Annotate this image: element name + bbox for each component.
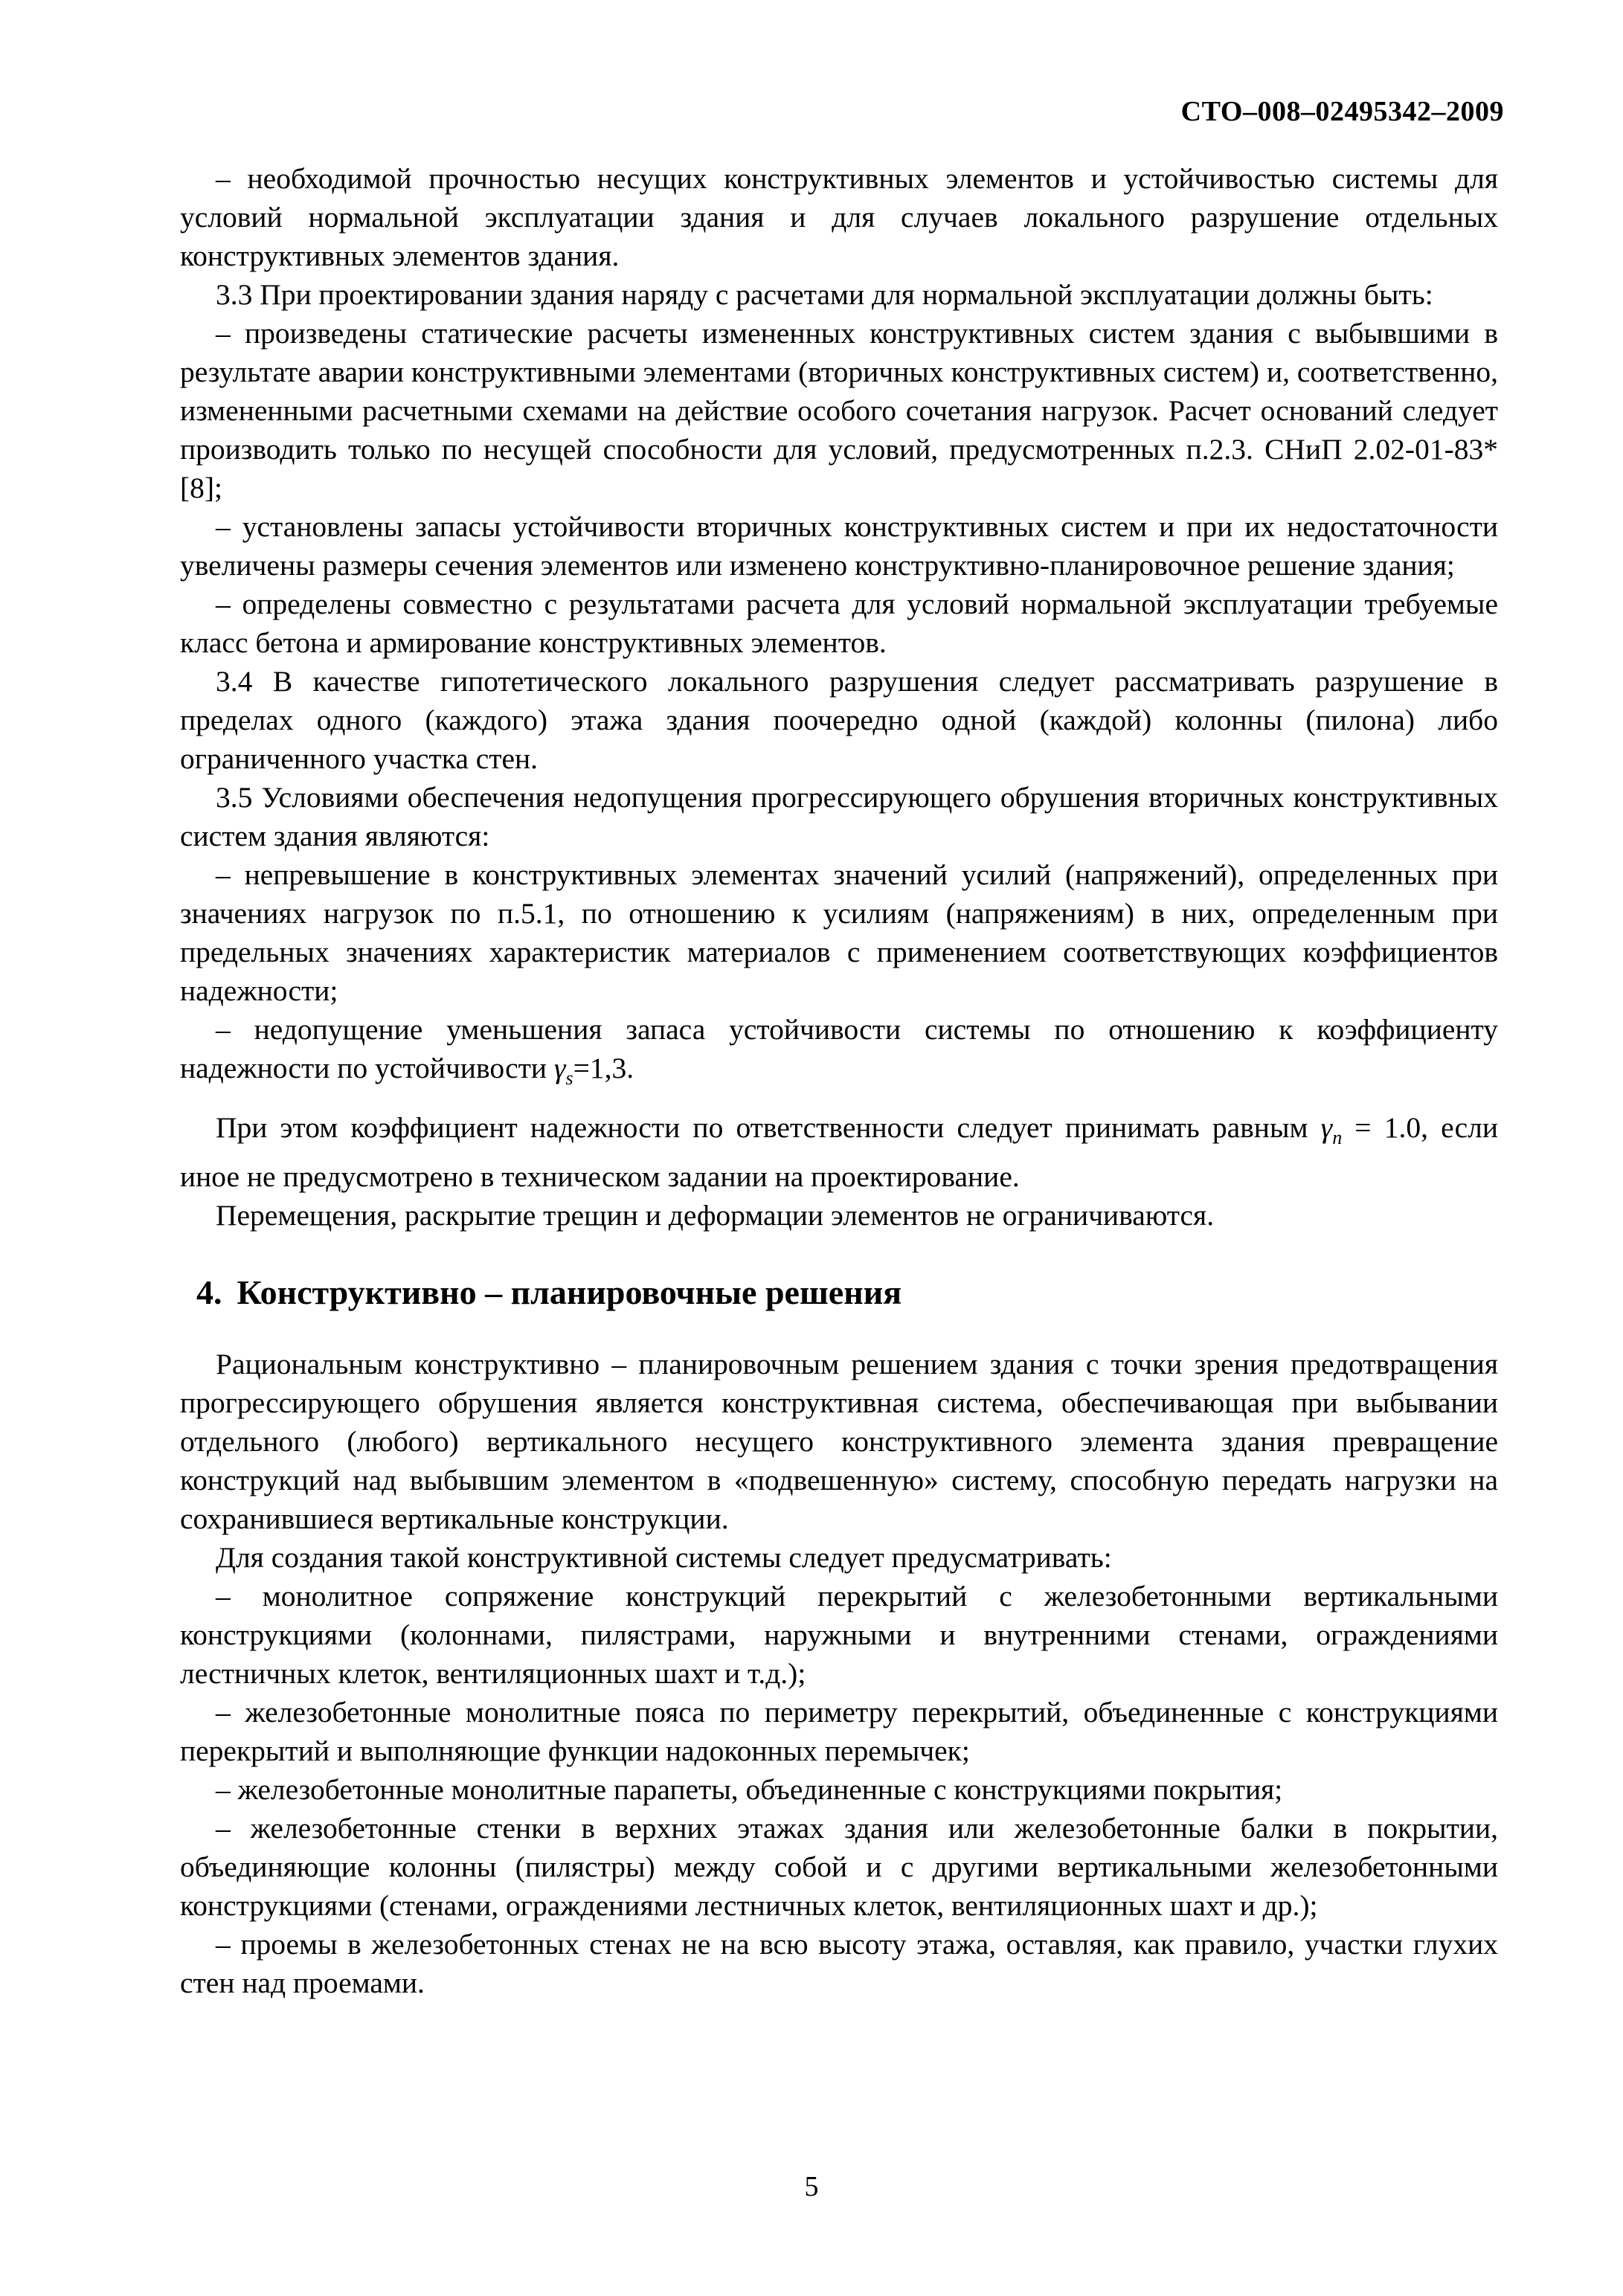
list-item: – железобетонные стенки в верхних этажах здания или железобетонные балки в покрытии, объединяющие колонны (пилястры) между собой и с другими вертикальными железобетонными конструкциями (стенами, ограждениями лестничных клеток, вентиляционных шахт и др.); bbox=[180, 1811, 1498, 1922]
gamma-s-symbol: $\gamma_s$ bbox=[553, 1052, 573, 1089]
page-number: 5 bbox=[804, 2171, 819, 2202]
section-heading bbox=[196, 1270, 1498, 1315]
list-item: – монолитное сопряжение конструкций перекрытий с железобетонными вертикальными конструкциями (колоннами, пилястрами, наружными и внутренними стенами, ограждениями лестничных клеток, вентиляционных шахт и т.д.); bbox=[180, 1579, 1498, 1690]
text-segment: – недопущение уменьшения запаса устойчивости системы по отношению к коэффициенту надежности по устойчивости bbox=[180, 1013, 1498, 1084]
list-item: – установлены запасы устойчивости вторичных конструктивных систем и при их недостаточности увеличены размеры сечения элементов или изменено конструктивно-планировочное решение здания; bbox=[180, 510, 1498, 582]
text-segment: При этом коэффициент надежности по ответственности следует принимать равным bbox=[216, 1110, 1321, 1144]
list-item: – необходимой прочностью несущих конструктивных элементов и устойчивостью системы для условий нормальной эксплуатации здания и для случаев локального разрушение отдельных конструктивных элементов здания. bbox=[180, 162, 1498, 272]
clause-3-4: 3.4 В качестве гипотетического локального разрушения следует рассматривать разрушение в пределах одного (каждого) этажа здания поочередно одной (каждой) колонны (пилона) либо ограниченного участка стен. bbox=[180, 665, 1498, 775]
symbol-subscript: n bbox=[1332, 1126, 1343, 1148]
list-item: – произведены статические расчеты измененных конструктивных систем здания с выбывшими в результате аварии конструктивными элементами (вторичных конструктивных систем) и, соответственно, измененными расчетными схемами на действие особого сочетания нагрузок. Расчет оснований следует производить только по несущей способности для условий, предусмотренных п.2.3. СНиП 2.02-01-83* [8]; bbox=[180, 317, 1498, 504]
list-item: – непревышение в конструктивных элементах значений усилий (напряжений), определенных при значениях нагрузок по п.5.1, по отношению к усилиям (напряжениям) в них, определенным при предельных значениях характеристик материалов с применением соответствующих коэффициентов надежности; bbox=[180, 858, 1498, 1007]
text-segment: = 1.0, если иное не предусмотрено в техническом задании на проектирование. bbox=[180, 1110, 1498, 1193]
list-item: – проемы в железобетонных стенах не на всю высоту этажа, оставляя, как правило, участки глухих стен над проемами. bbox=[180, 1927, 1498, 1999]
paragraph: Рациональным конструктивно – планировочным решением здания с точки зрения предотвращения прогрессирующего обрушения является конструктивная система, обеспечивающая при выбывании отдельного (любого) вертикального несущего конструктивного элемента здания превращение конструкций над выбывшим элементом в «подвешенную» систему, способную передать нагрузки на сохранившиеся вертикальные конструкции. bbox=[180, 1347, 1498, 1535]
paragraph: Перемещения, раскрытие трещин и деформации элементов не ограничиваются. bbox=[216, 1198, 1215, 1232]
list-item: – железобетонные монолитные пояса по периметру перекрытий, объединенные с конструкциями перекрытий и выполняющие функции надоконных перемычек; bbox=[180, 1695, 1498, 1767]
paragraph bbox=[180, 1108, 1498, 1196]
text-segment: =1,3. bbox=[573, 1052, 634, 1084]
symbol-subscript: s bbox=[565, 1067, 573, 1089]
list-item: – железобетонные монолитные парапеты, объединенные с конструкциями покрытия; bbox=[216, 1772, 1283, 1806]
list-item bbox=[180, 1010, 1498, 1098]
body-text bbox=[180, 159, 1498, 2002]
list-item: – определены совместно с результатами расчета для условий нормальной эксплуатации требуемые класс бетона и армирование конструктивных элементов. bbox=[180, 588, 1498, 659]
document-code: СТО–008–02495342–2009 bbox=[1180, 96, 1504, 127]
section-title: Конструктивно – планировочные решения bbox=[237, 1273, 902, 1311]
clause-3-3: 3.3 При проектировании здания наряду с расчетами для нормальной эксплуатации должны быть: bbox=[216, 278, 1433, 311]
clause-3-5: 3.5 Условиями обеспечения недопущения прогрессирующего обрушения вторичных конструктивных систем здания являются: bbox=[180, 781, 1498, 852]
gamma-n-symbol: $\gamma_n$ bbox=[1320, 1110, 1343, 1148]
section-number: 4. bbox=[196, 1273, 222, 1311]
paragraph: Для создания такой конструктивной системы следует предусматривать: bbox=[216, 1540, 1112, 1574]
